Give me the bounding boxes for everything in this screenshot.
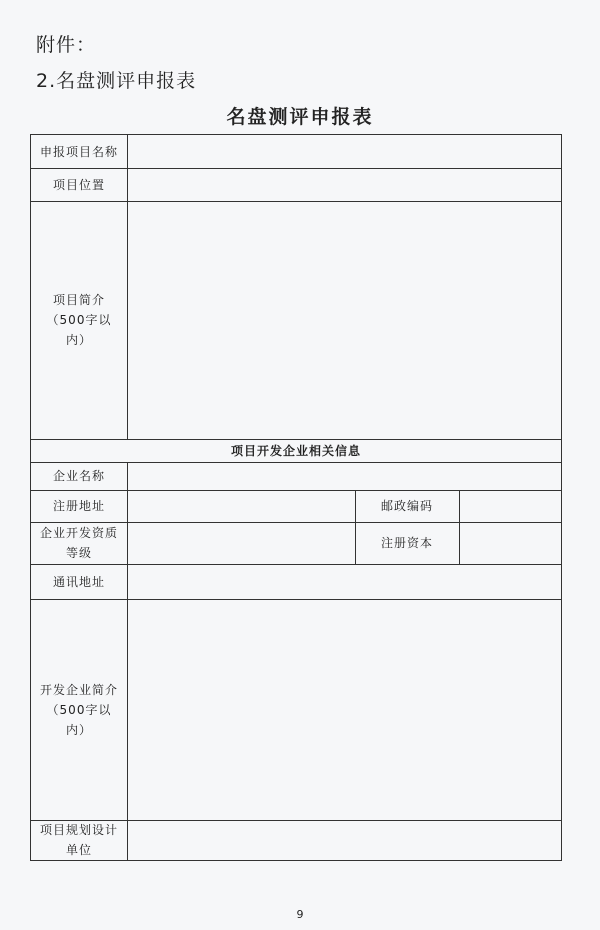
registered-capital-field[interactable]: [460, 523, 561, 564]
postal-code-field[interactable]: [460, 491, 561, 522]
application-form-table: [30, 134, 562, 861]
document-subtitle: 2.名盘测评申报表: [36, 70, 197, 92]
label-company-name: 企业名称: [52, 469, 105, 483]
registered-address-field[interactable]: [128, 491, 355, 522]
project-location-field[interactable]: [128, 169, 561, 201]
project-intro-field[interactable]: [128, 202, 561, 439]
attachment-label: 附件：: [36, 34, 97, 56]
label-project-name: 申报项目名称: [39, 144, 118, 159]
label-mailing-address: 通讯地址: [52, 574, 105, 589]
label-registered-address: 注册地址: [52, 499, 105, 513]
label-project-intro: 项目简介（500字以内）: [46, 293, 112, 347]
label-registered-capital: 注册资本: [380, 536, 433, 550]
project-name-field[interactable]: [128, 135, 561, 168]
mailing-address-field[interactable]: [128, 565, 561, 599]
developer-intro-field[interactable]: [128, 600, 561, 820]
label-postal-code: 邮政编码: [380, 499, 433, 513]
label-qualification-level: 企业开发资质等级: [39, 526, 118, 560]
qualification-level-field[interactable]: [128, 523, 355, 564]
company-name-field[interactable]: [128, 463, 561, 490]
label-design-unit: 项目规划设计单位: [39, 823, 118, 857]
label-project-location: 项目位置: [52, 177, 105, 192]
document-title: 名盘测评申报表: [226, 106, 374, 128]
label-developer-intro: 开发企业简介（500字以内）: [39, 682, 118, 737]
developer-section-header: 项目开发企业相关信息: [230, 444, 361, 458]
page-number: 9: [296, 908, 304, 921]
design-unit-field[interactable]: [128, 821, 561, 860]
